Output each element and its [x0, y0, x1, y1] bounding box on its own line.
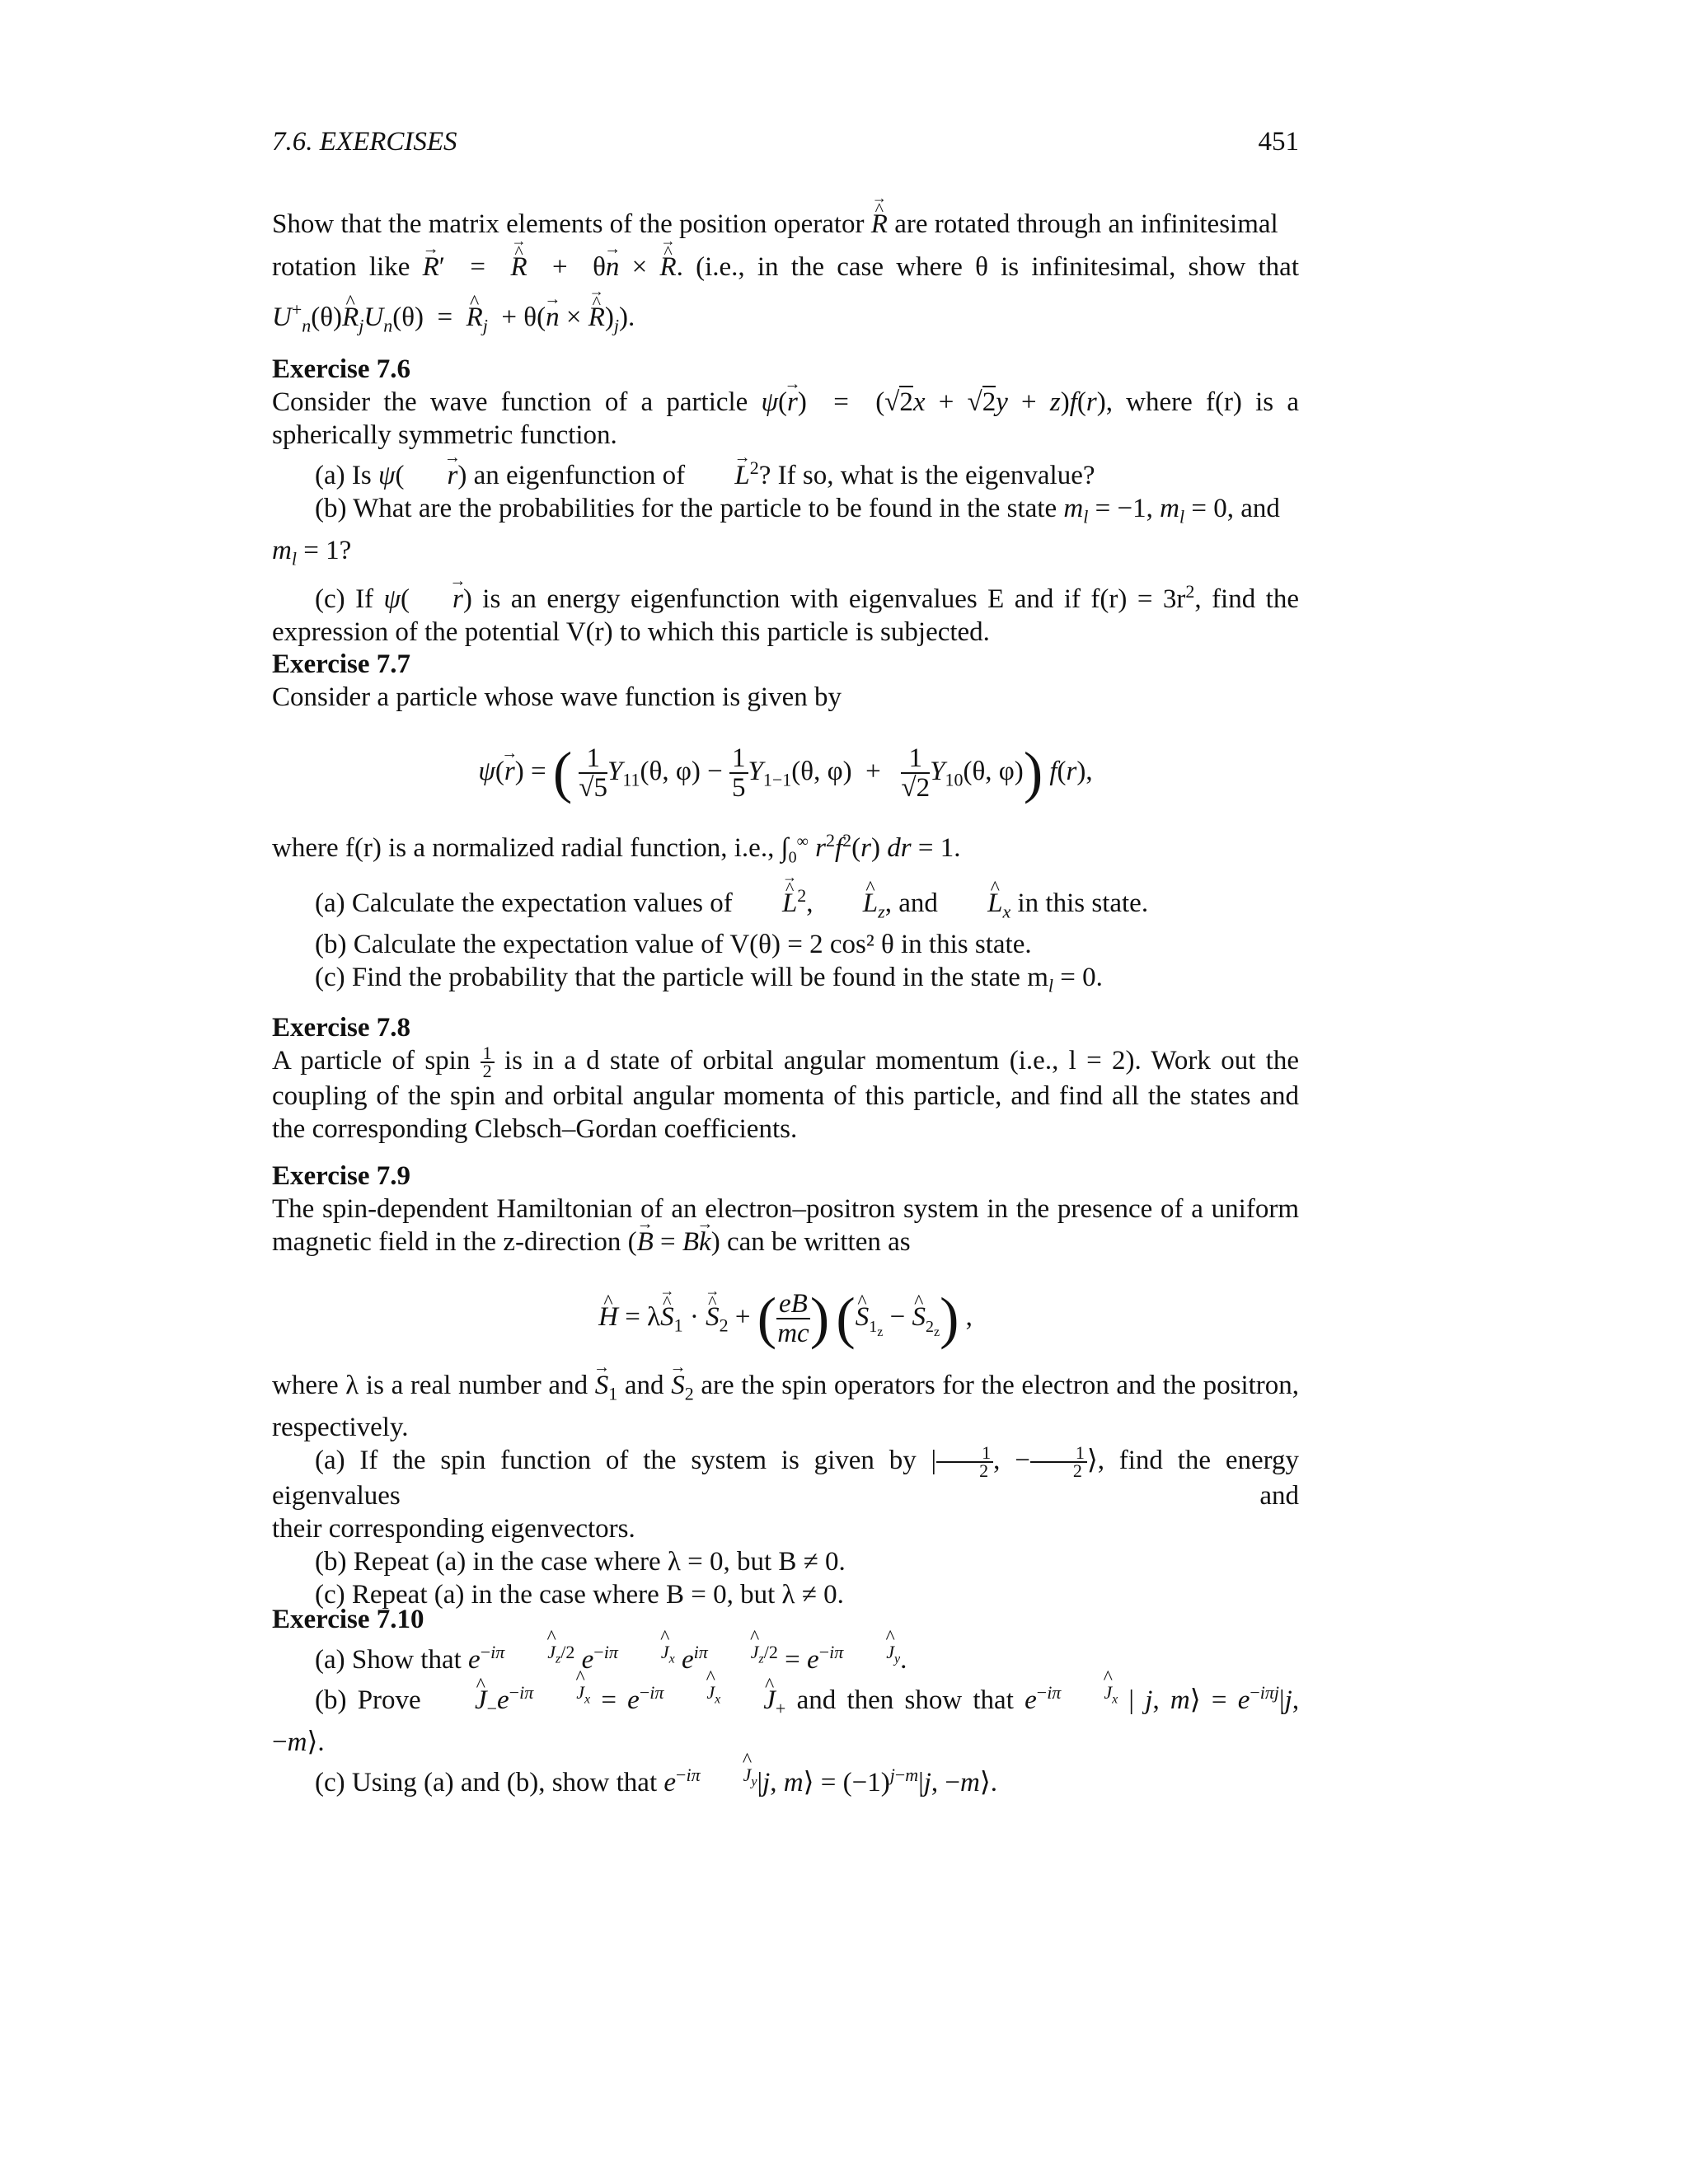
exercise-7-6: Exercise 7.6 Consider the wave function of a particle ψ(→ r) = (√2x + √2y + z)f(r), where f(r) is a spherically symmetric function. (a) Is ψ(→ r) an eigenfunction of → $L^2$? If so, what is the eigenvalue? (b) What are the probabilities for the particle to be found in the state $m_l = -1$, $m_l = 0$, and $m_l = 1$? (c) If ψ(→ r) is an energy eigenfunction with eigenvalues E and if $f(r) = 3r^2$, find the expression of the potential V(r) to which this particle is subjected. — [272, 353, 1299, 649]
exercise-7-8: Exercise 7.8 A particle of spin $\frac{1}{2}$ is in a d state of orbital angular momentum (i.e., l = 2). Work out the coupling of the spin and orbital angular momenta of this particle, and find all the states and the corresponding Clebsch–Gordan coefficients. — [272, 1013, 1299, 1145]
exercise-title: Exercise 7.8 — [272, 1013, 411, 1043]
exercise-title: Exercise 7.9 — [272, 1161, 411, 1191]
equation-hamiltonian: ^ H = λ→ S $\^{}_1$ · → S $\^{}_2$ + ( $\frac{eB}{mc}$ ) (^ $S_{1_z}$ − ^ $S_{2_z}$) , — [272, 1280, 1299, 1354]
exercise-title: Exercise 7.7 — [272, 649, 411, 679]
equation-psi: ψ(→ r) = ( $\frac{1}{√5}$ $Y_{11}(\theta$, φ) − $\frac{1}{5}$ $Y_{1-1}(\theta$, φ) + $\frac{1}{√2}$ $Y_{10}(\theta$, φ)) f(r), — [272, 730, 1299, 813]
section-title: 7.6. EXERCISES — [272, 127, 457, 157]
exercise-7-5-continuation: Show that the matrix elements of the position operator → R ^ are rotated through an infinitesimal rotation like → R′ = → R ^ + θ→ n × → R ^. (i.e., in the case where θ is infinitesimal, show that $U^+_n(\theta)\^{}$ $R_jU_n(\theta)$ = ^ $R_j + \theta(\to n$ × → R $\^{})_j$). — [272, 208, 1299, 343]
page-number: 451 — [1258, 127, 1299, 157]
exercise-7-7: Exercise 7.7 Consider a particle whose wave function is given by ψ(→ r) = ( $\frac{1}{√5}$ $Y_{11}(\theta$, φ) − $\frac{1}{5}$ $Y_{1-1}(\theta$, φ) + $\frac{1}{√2}$ $Y_{10}(\theta$, φ)) f(r), where f(r) is a normalized radial function, i.e., $\int_0^\infty$ $r^2f^2(r)$ dr = 1. (a) Calculate the expectation values of → L ^$^2$, ^ $L_z$, and ^ $L_x$ in this state. (b) Calculate the expectation value of V(θ) = 2 cos² θ in this state. (c) Find the probability that the particle will be found in the state $m_l = 0$. — [272, 648, 1299, 1003]
exercise-title: Exercise 7.6 — [272, 354, 411, 384]
running-header — [272, 125, 1299, 158]
exercise-title: Exercise 7.10 — [272, 1605, 424, 1634]
exercise-7-9: Exercise 7.9 The spin-dependent Hamiltonian of an electron–positron system in the presence of a uniform magnetic field in the z-direction (→ B = B→ k) can be written as ^ H = λ→ S $\^{}_1$ · → S $\^{}_2$ + ( $\frac{eB}{mc}$ ) (^ $S_{1_z}$ − ^ $S_{2_z}$) , where λ is a real number and → $S_1$ and → $S_2$ are the spin operators for the electron and the positron, respectively. (a) If the spin function of the system is given by | $\frac{1}{2}$ , − $\frac{1}{2}$ ⟩, find the energy eigenvalues and their corresponding eigenvectors. (b) Repeat (a) in the case where λ = 0, but B ≠ 0. (c) Repeat (a) in the case where B = 0, but λ ≠ 0. — [272, 1160, 1299, 1611]
exercise-7-10: Exercise 7.10 (a) Show that $e^{-i\pi\^{} J_z/2}$ $e^{-i\pi\^{} J_x}$ $e^{i\pi\^{} J_z/2} = e^{-i\pi\^{} J_y}$. (b) Prove ^ $J_-e^{-i\pi\^{} J_x}$ = $e^{-i\pi\^{} J_x}\^{}$ $J_+$ and then show that $e^{-i\pi\^{} J_x}$ | j, m⟩ = $e^{-i\pi j}|j$, −m⟩. (c) Using (a) and (b), show that $e^{-i\pi\^{} J_y}|j$, m⟩ = $(-1)^{j-m}|j$, −m⟩. — [272, 1603, 1299, 1799]
